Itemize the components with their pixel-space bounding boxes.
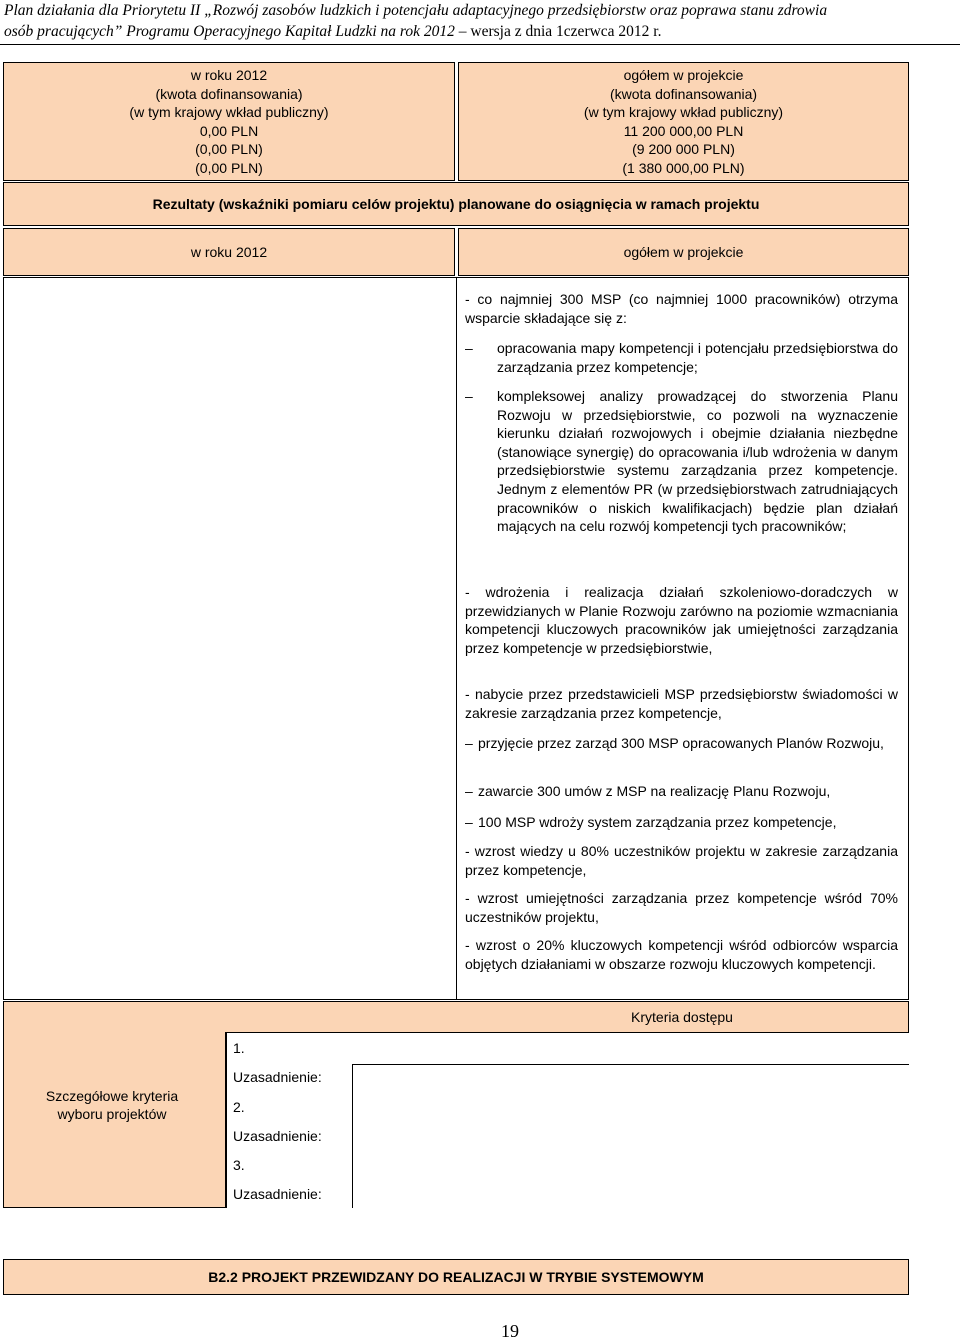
criteria-item-3-justification: Uzasadnienie: [233,1186,322,1202]
criteria-item-1-justification: Uzasadnienie: [233,1069,322,1085]
section-heading-cell [3,1259,909,1295]
funding-year-value-3: (0,00 PLN) [195,159,263,176]
criteria-item-2-number: 2. [233,1099,245,1115]
results-sub2: kompleksowej analizy prowadzącej do stworzenia Planu Rozwoju w przedsiębiorstwie, co pozwoli na wyznaczenie kierunku działań rozwojowych i obejmie działania niezbędne (stanowiące synergię) do opracowania i/lub wdrożenia w danym przedsiębiorstwie systemu zarządzania przez kompetencje. Jednym z elementów PR (w przedsiębiorstwach zatrudniających pracowników o niskich kwalifikacjach) będzie plan działań mających na celu rozwój kompetencji tych pracowników; [497,388,898,535]
funding-total-value-2: (9 200 000 PLN) [632,141,735,157]
funding-year-value-2: (0,00 PLN) [195,141,263,157]
dash-marker: – [465,783,473,799]
results-p1: - co najmniej 300 MSP (co najmniej 1000 pracowników) otrzyma wsparcie składające się z: [465,291,898,326]
results-d3: 100 MSP wdroży system zarządzania przez kompetencje, [478,814,837,830]
criteria-label-text: Szczegółowe kryteria wyboru projektów [45,1087,179,1122]
funding-total-cell [458,62,909,181]
results-p5: - wzrost umiejętności zarządzania przez kompetencje wśród 70% uczestników projektu, [465,890,898,925]
header-separator [0,44,960,45]
results-p2: - wdrożenia i realizacja działań szkoleniowo-doradczych w przewidzianych w Planie Rozwoju zarówno na poziomie wzmacniania kompetencji kluczowych pracowników jak umiejętności zarządzania przez kompetencje w przedsiębiorstwie, [465,584,898,656]
access-criteria-title: Kryteria dostępu [631,1009,733,1025]
results-year-header [3,228,455,276]
results-p4: - wzrost wiedzy u 80% uczestników projektu w zakresie zarządzania przez kompetencje, [465,843,898,878]
funding-total-header-1: ogółem w projekcie [623,67,744,83]
funding-total-value-3: (1 380 000,00 PLN) [622,159,745,176]
header-version: wersja z dnia 1czerwca 2012 r. [470,23,662,40]
criteria-item-2-justification: Uzasadnienie: [233,1128,322,1144]
dash-marker: – [465,814,473,830]
dash-marker: – [465,388,473,404]
funding-year-header-1: w roku 2012 [190,67,268,83]
results-d1: przyjęcie przez zarząd 300 MSP opracowanych Planów Rozwoju, [478,735,884,751]
funding-year-cell [3,62,455,181]
funding-total-header-3: (w tym krajowy wkład publiczny) [583,104,784,120]
criteria-item-1-number: 1. [233,1040,245,1056]
funding-total-header-2: (kwota dofinansowania) [609,85,758,102]
criteria-row-label [6,1030,218,1180]
dash-marker: – [465,735,473,751]
results-p6: - wzrost o 20% kluczowych kompetencji wśród odbiorców wsparcia objętych działaniami w obszarze rozwoju kluczowych kompetencji. [465,937,898,972]
funding-year-value-1: 0,00 PLN [199,122,259,139]
header-dash: – [454,23,471,40]
criteria-item-3-number: 3. [233,1157,245,1173]
results-sub1: opracowania mapy kompetencji i potencjału przedsiębiorstwa do zarządzania przez kompetencje; [497,340,898,375]
page-number: 19 [501,1321,519,1341]
results-p3: - nabycie przez przedstawicieli MSP przedsiębiorstw świadomości w zakresie zarządzania przez kompetencje, [465,686,898,721]
results-divider [456,278,457,999]
header-line-1: Plan działania dla Priorytetu II „Rozwój zasobów ludzkich i potencjału adaptacyjnego przedsiębiorstw oraz poprawa stanu zdrowia [4,2,828,19]
funding-year-header-2: (kwota dofinansowania) [155,85,303,102]
header-program-name: osób pracujących” Programu Operacyjnego Kapitał Ludzki na rok 2012 [4,23,455,40]
results-year-label: w roku 2012 [190,243,268,260]
results-total-label: ogółem w projekcie [623,243,744,260]
results-d2: zawarcie 300 umów z MSP na realizację Planu Rozwoju, [478,783,831,799]
results-title-cell [3,182,909,226]
header-line-2 [0,21,960,42]
criteria-justification-box [352,1064,909,1208]
dash-marker: – [465,340,473,356]
results-total-header [458,228,909,276]
running-header [0,0,960,42]
results-title: Rezultaty (wskaźniki pomiaru celów projektu) planowane do osiągnięcia w ramach projektu [152,195,760,212]
funding-total-value-1: 11 200 000,00 PLN [623,122,744,139]
funding-year-header-3: (w tym krajowy wkład publiczny) [129,104,329,120]
section-heading: B2.2 PROJEKT PRZEWIDZANY DO REALIZACJI W TRYBIE SYSTEMOWYM [208,1269,704,1285]
